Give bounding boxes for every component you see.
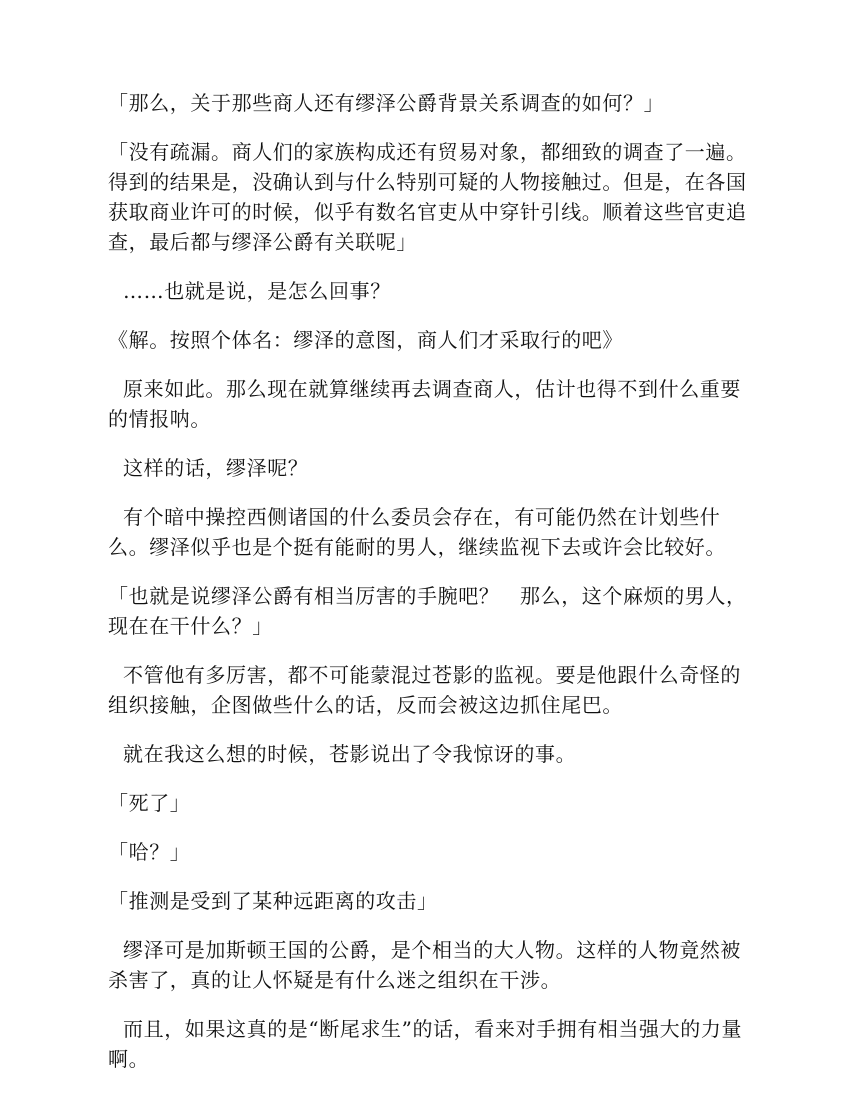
paragraph-15: 而且，如果这真的是“断尾求生”的话，看来对手拥有相当强大的力量啊。 bbox=[108, 1017, 743, 1071]
paragraph-10: 就在我这么想的时候，苍影说出了令我惊讶的事。 bbox=[123, 742, 577, 766]
paragraph-13: 「推测是受到了某种远距离的攻击」 bbox=[108, 889, 438, 913]
paragraph-4: 《解。按照个体名：缪泽的意图，商人们才采取行的吧》 bbox=[108, 328, 623, 352]
paragraph-8: 「也就是说缪泽公爵有相当厉害的手腕吧？ 那么，这个麻烦的男人，现在在干什么？」 bbox=[108, 584, 747, 638]
paragraph-7: 有个暗中操控西侧诸国的什么委员会存在，有可能仍然在计划些什么。缪泽似乎也是个挺有能耐的男人，继续监视下去或许会比较好。 bbox=[108, 505, 726, 559]
paragraph-6: 这样的话，缪泽呢？ bbox=[123, 456, 309, 480]
paragraph-2: 「没有疏漏。商人们的家族构成还有贸易对象，都细致的调查了一遍。得到的结果是，没确认到与什么特别可疑的人物接触过。但是，在各国获取商业许可的时候，似乎有数名官吏从中穿针引线。顺着这些官吏追查，最后都与缪泽公爵有关联呢」 bbox=[108, 140, 747, 254]
document-body bbox=[108, 88, 748, 1093]
paragraph-9: 不管他有多厉害，都不可能蒙混过苍影的监视。要是他跟什么奇怪的组织接触，企图做些什么的话，反而会被这边抓住尾巴。 bbox=[108, 663, 741, 717]
paragraph-1: 「那么，关于那些商人还有缪泽公爵背景关系调查的如何？」 bbox=[108, 91, 665, 115]
paragraph-12: 「哈？」 bbox=[108, 840, 191, 864]
paragraph-3: ……也就是说，是怎么回事？ bbox=[123, 279, 391, 303]
paragraph-11: 「死了」 bbox=[108, 791, 191, 815]
paragraph-14: 缪泽可是加斯顿王国的公爵，是个相当的大人物。这样的人物竟然被杀害了，真的让人怀疑是有什么迷之组织在干涉。 bbox=[108, 938, 741, 992]
paragraph-5: 原来如此。那么现在就算继续再去调查商人，估计也得不到什么重要的情报呐。 bbox=[108, 377, 741, 431]
